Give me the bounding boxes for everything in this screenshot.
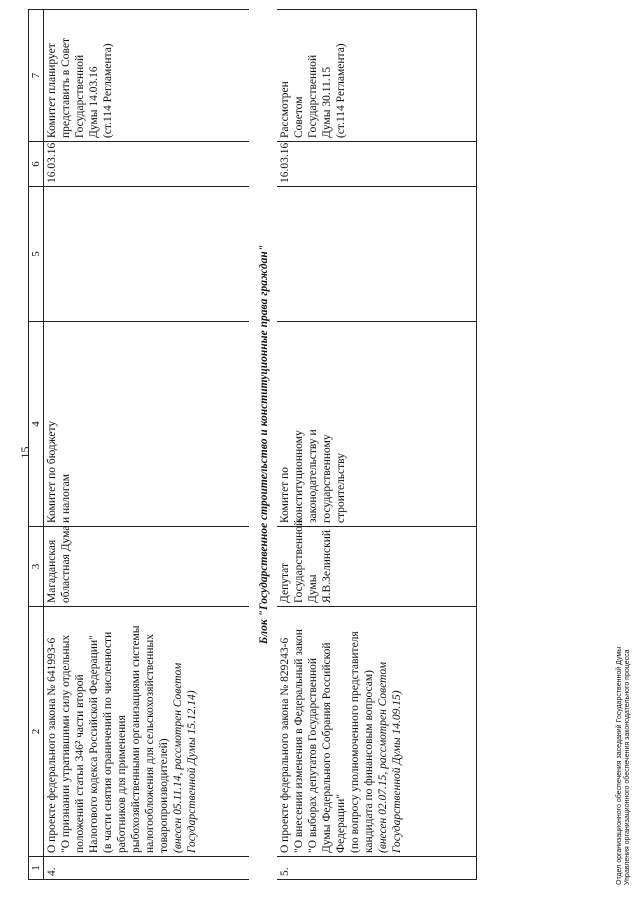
bill-title: О проекте федерального закона № 641993-6 "О признании утратившими силу отдельных положений статьи 346² части второй Налогового кодекса Российской Федерации" (в части снятия ограничений по численности работников для применения рыбохозяйственными организациями системы налогообложения для сельскохозяйственных товаропроизводителей) (внесен 05.11.14, рассмотрен Советом Государственной Думы 15.12.14) [44,607,249,857]
row-number: 4. [44,857,249,880]
col-header-5: 5 [29,187,44,322]
block-row [249,10,277,880]
footer [616,647,632,885]
bill-note: (внесен 02.07.15, рассмотрен Советом [376,661,389,853]
col-header-3: 3 [29,527,44,607]
row-number: 5. [277,857,477,880]
block-title: Блок "Государственное строительство и конституционные права граждан" [257,244,270,645]
bill-author: Магаданская областная Дума [44,527,249,607]
footer-line: Отдел организационного обеспечения заседаний Государственной Думы [616,646,623,885]
col5-cell [44,187,249,322]
page-number: 15 [18,446,32,459]
col-header-2: 2 [29,607,44,857]
col-header-7: 7 [29,10,44,142]
bill-date: 16.03.16 [277,142,477,187]
bill-committee: Комитет по бюджету и налогам [44,322,249,527]
bills-table [28,9,477,880]
header-row [29,10,44,880]
bill-committee: Комитет по конституционному законодательству и государственному строительству [277,322,477,527]
bill-status: Рассмотрен Советом Государственной Думы 30.11.15 (ст.114 Регламента) [277,10,477,142]
footer-line: Управления организационного обеспечения законодательного процесса [624,649,631,885]
col-header-1: 1 [29,857,44,880]
bill-status: Комитет планирует представить в Совет Государственной Думы 14.03.16 (ст.114 Регламента) [44,10,249,142]
bill-date: 16.03.16 [44,142,249,187]
bill-note: (внесен 05.11.14, рассмотрен Советом [172,662,184,853]
bill-author: Депутат Государственной Думы Я.В.Зелинский [277,527,477,607]
table-row [44,10,249,880]
col-header-4: 4 [29,322,44,527]
col5-cell [277,187,477,322]
col-header-6: 6 [29,142,44,187]
table-row [277,10,477,880]
bill-title: О проекте федерального закона № 829243-6 "О внесении изменения в Федеральный закон "О выборах депутатов Государственной Думы Федерального Собрания Российской Федерации" (по вопросу уполномоченного представителя кандидата по финансовым вопросам) (внесен 02.07.15, рассмотрен Советом Государственной Думы 14.09.15) [277,607,477,857]
